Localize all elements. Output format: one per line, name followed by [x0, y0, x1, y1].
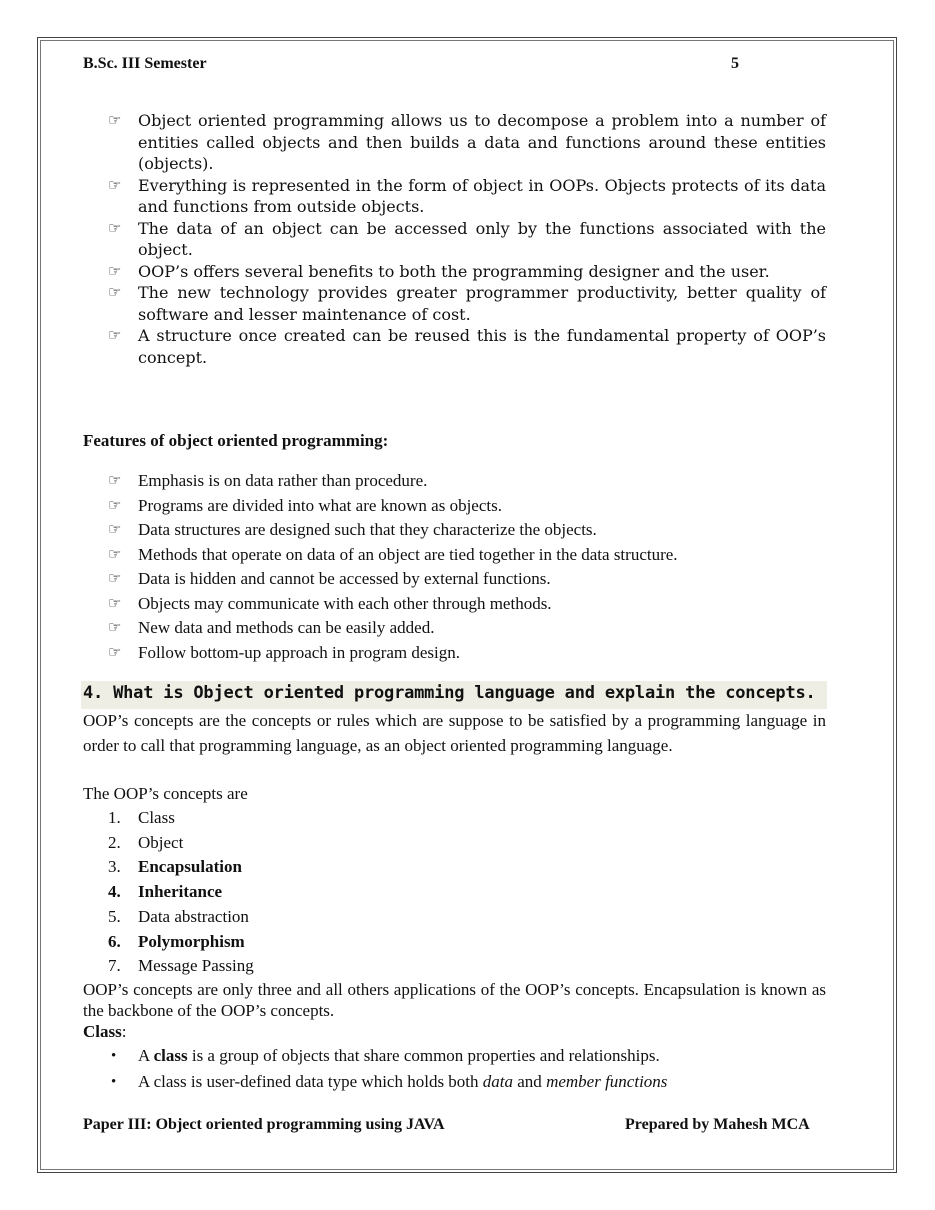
pointing-hand-icon: ☞	[108, 571, 122, 587]
intro-list	[108, 110, 826, 368]
pointing-hand-icon: ☞	[108, 595, 122, 612]
pointing-hand-icon: ☞	[108, 326, 122, 344]
pointing-hand-icon: ☞	[108, 473, 122, 489]
footer-paper-title: Paper III: Object oriented programming using JAVA	[83, 1116, 445, 1133]
pointing-hand-icon: ☞	[108, 261, 122, 280]
bullet-icon: •	[111, 1048, 117, 1064]
pointing-hand-icon: ☞	[108, 218, 122, 237]
list-item: ☞ Data structures are designed such that they characterize the objects.	[108, 518, 678, 543]
list-item: 1. Class	[108, 808, 175, 827]
features-heading: Features of object oriented programming:	[83, 431, 389, 450]
list-item: ☞ Everything is represented in the form of object in OOPs. Objects protects of its data and functions from outside objects.	[108, 175, 826, 216]
class-heading: Class:	[83, 1022, 127, 1041]
list-item: ☞ OOP’s offers several benefits to both the programming designer and the user.	[108, 261, 770, 281]
list-item: ☞ The data of an object can be accessed only by the functions associated with the object.	[108, 218, 826, 259]
features-list	[108, 469, 678, 665]
list-item: ☞ Emphasis is on data rather than procedure.	[108, 469, 678, 494]
list-item: 2. Object	[108, 832, 184, 852]
list-item: ☞ A structure once created can be reused this is the fundamental property of OOP’s concept.	[108, 326, 826, 367]
pointing-hand-icon: ☞	[108, 620, 122, 636]
concepts-list	[108, 806, 254, 979]
list-item: ☞ The new technology provides greater programmer productivity, better quality of software and lesser maintenance of cost.	[108, 283, 826, 324]
list-item: ☞ Data is hidden and cannot be accessed by external functions.	[108, 567, 678, 592]
pointing-hand-icon: ☞	[108, 522, 122, 538]
pointing-hand-icon: ☞	[108, 644, 122, 661]
page-number: 5	[731, 55, 739, 72]
list-item: • A class is user-defined data type which holds both data and member functions	[108, 1069, 667, 1095]
concepts-lead-in: The OOP’s concepts are	[83, 784, 248, 803]
header-semester: B.Sc. III Semester	[83, 55, 207, 72]
concepts-intro-paragraph: OOP’s concepts are the concepts or rules which are suppose to be satisfied by a programming language in order to call that programming language, as an object oriented programming language.	[83, 711, 826, 755]
pointing-hand-icon: ☞	[108, 111, 122, 129]
list-item: ☞ Follow bottom-up approach in program design.	[108, 641, 678, 666]
list-item: ☞ Objects may communicate with each other through methods.	[108, 592, 678, 617]
pointing-hand-icon: ☞	[108, 283, 122, 301]
pointing-hand-icon: ☞	[108, 497, 122, 514]
bullet-icon: •	[111, 1074, 117, 1090]
list-item: 6. Polymorphism	[108, 931, 245, 951]
class-bullets	[108, 1043, 667, 1095]
pointing-hand-icon: ☞	[108, 175, 122, 194]
list-item: ☞ Methods that operate on data of an object are tied together in the data structure.	[108, 543, 678, 568]
concepts-summary-paragraph: OOP’s concepts are only three and all others applications of the OOP’s concepts. Encapsulation is known as the backbone of the OOP’s concepts.	[83, 980, 826, 1020]
list-item: 7. Message Passing	[108, 956, 254, 976]
list-item: 3. Encapsulation	[108, 857, 242, 877]
footer-author: Prepared by Mahesh MCA	[625, 1116, 810, 1133]
list-item: 4. Inheritance	[108, 882, 223, 902]
question-heading: 4. What is Object oriented programming language and explain the concepts.	[83, 683, 816, 703]
list-item: 5. Data abstraction	[108, 906, 249, 926]
list-item: • A class is a group of objects that share common properties and relationships.	[108, 1043, 667, 1069]
list-item: ☞ Programs are divided into what are known as objects.	[108, 494, 678, 519]
list-item: ☞ Object oriented programming allows us to decompose a problem into a number of entities called objects and then builds a data and functions around these entities (objects).	[108, 111, 826, 173]
list-item: ☞ New data and methods can be easily added.	[108, 616, 678, 641]
pointing-hand-icon: ☞	[108, 546, 122, 563]
